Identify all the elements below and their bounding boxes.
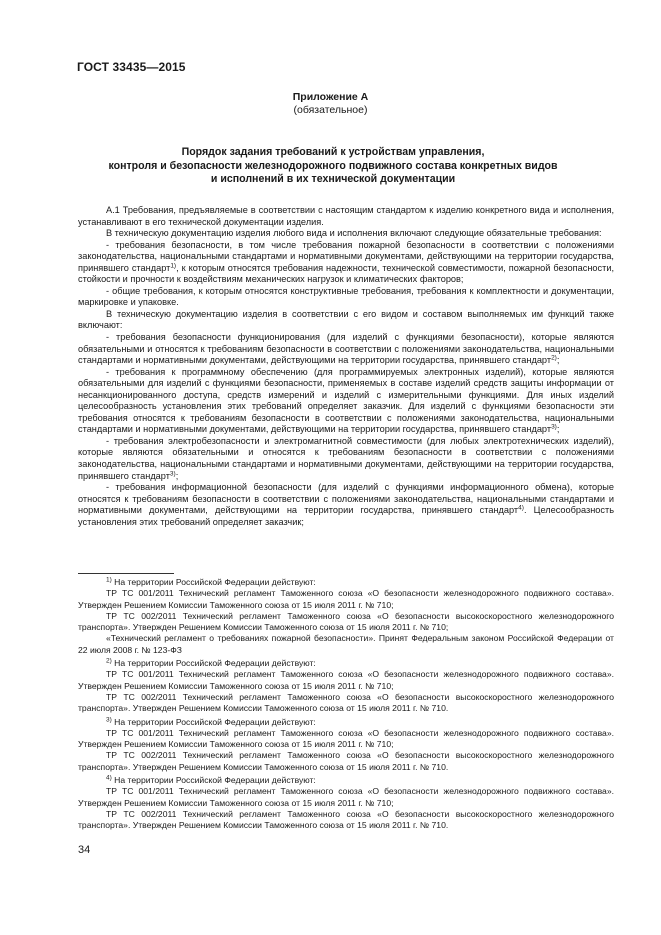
footnote-mark: 2)	[106, 657, 112, 665]
footnote-line: ТР ТС 002/2011 Технический регламент Таможенного союза «О безопасности высокоскоростного железнодорожного транспорта». Утвержден Решением Комиссии Таможенного союза от 15 июля 2011 г. № 710.	[78, 691, 614, 714]
section-title	[78, 146, 588, 187]
paragraph-text: ;	[175, 470, 179, 481]
appendix-status: (обязательное)	[293, 104, 368, 116]
paragraph	[78, 240, 614, 286]
page-number: 34	[78, 844, 91, 856]
paragraph-text: ;	[556, 424, 560, 435]
footnote-line: ТР ТС 002/2011 Технический регламент Таможенного союза «О безопасности высокоскоростного железнодорожного транспорта». Утвержден Решением Комиссии Таможенного союза от 15 июля 2011 г. № 710;	[78, 610, 614, 633]
title-line: контроля и безопасности железнодорожного подвижного состава конкретных видов	[108, 159, 558, 172]
paragraph: А.1 Требования, предъявляемые в соответствии с настоящим стандартом к изделию конкретного вида и исполнения, устанавливают в его технической документации изделия.	[78, 205, 614, 227]
footnote-line: ТР ТС 001/2011 Технический регламент Таможенного союза «О безопасности железнодорожного подвижного состава». Утвержден Решением Комиссии Таможенного союза от 15 июля 2011 г. № 710;	[78, 786, 614, 808]
paragraph-text: - требования безопасности функционирования (для изделий с функциями безопасности), которые являются обязательными и относятся к требованиям безопасности в соответствии с положениями законодательства, национальными стандартами и нормативными документами, действующими на территории государства, принявшего стандарт	[78, 332, 614, 366]
paragraph	[78, 482, 614, 528]
paragraph: В техническую документацию изделия любого вида и исполнения включают следующие обязательные требования:	[106, 228, 602, 239]
footnote-divider	[78, 573, 174, 574]
footnote-ref: 3)	[169, 470, 176, 478]
footnote-line: ТР ТС 002/2011 Технический регламент Таможенного союза «О безопасности высокоскоростного железнодорожного транспорта». Утвержден Решением Комиссии Таможенного союза от 15 июля 2011 г. № 710.	[78, 750, 614, 772]
footnote-line: ТР ТС 001/2011 Технический регламент Таможенного союза «О безопасности железнодорожного подвижного состава». Утвержден Решением Комиссии Таможенного союза от 15 июля 2011 г. № 710;	[78, 669, 614, 691]
footnote-ref: 3)	[551, 423, 557, 431]
footnote-mark: 1)	[106, 576, 112, 584]
footnote-line: «Технический регламент о требованиях пожарной безопасности». Принят Федеральным законом Российской Федерации от 22 июля 2008 г. № 123-ФЗ	[78, 633, 614, 655]
footnote-ref: 1)	[170, 262, 177, 270]
paragraph-text: - требования электробезопасности и электромагнитной совместимости (для любых электротехнических изделий), которые являются обязательными и относятся к требованиям безопасности в соответствии с положениями законодательства, национальными стандартами и нормативными документами, действующими на территории государства, принявшего стандарт	[78, 435, 614, 481]
footnote-heading	[78, 658, 614, 669]
paragraph-text: - требования к программному обеспечению (для программируемых электронных изделий), которые являются обязательными для изделий с функциями безопасности, применяемых в составе изделий средств защиты информации от несанкционированного доступа, средств измерений и изделий с измерительными функциями. Для иных изделий целесообразность установления этих требований определяет заказчик. Для изделий с функциями безопасности эти требования относятся к требованиям безопасности в соответствии с положениями законодательства, национальными стандартами и нормативными документами, действующими на территории государства, принявшего стандарт	[78, 366, 614, 435]
footnotes	[78, 577, 614, 832]
title-line: Порядок задания требований к устройствам управления,	[181, 146, 485, 158]
footnote-ref: 4)	[518, 504, 524, 512]
footnote-heading	[78, 717, 614, 728]
paragraph	[78, 332, 614, 367]
footnote-line: ТР ТС 001/2011 Технический регламент Таможенного союза «О безопасности железнодорожного подвижного состава». Утвержден Решением Комиссии Таможенного союза от 15 июля 2011 г. № 710;	[78, 727, 614, 750]
document-code: ГОСТ 33435—2015	[77, 60, 186, 74]
footnote-heading-text: На территории Российской Федерации действуют:	[111, 577, 316, 587]
title-line: и исполнений в их технической документации	[210, 173, 456, 186]
paragraph	[78, 436, 614, 482]
appendix-title: Приложение А	[292, 91, 369, 103]
paragraph	[78, 367, 614, 436]
footnote-heading	[78, 577, 614, 588]
paragraph: - общие требования, к которым относятся конструктивные требования, требования к комплектности и документации, маркировке и упаковке.	[78, 285, 614, 308]
paragraph-text: . Целесообразность установления этих требований определяет заказчик;	[78, 505, 614, 527]
body-text	[78, 205, 614, 528]
paragraph-text: - требования безопасности, в том числе требования пожарной безопасности в соответствии с положениями законодательства, национальными стандартами и нормативными документами, действующими на территории государства, принявшего стандарт	[78, 239, 614, 273]
footnote-mark: 4)	[106, 774, 112, 782]
paragraph-text: , к которым относятся требования надежности, технической совместимости, пожарной безопасности, стойкости и прочности к воздействиям механических нагрузок и климатических факторов;	[78, 262, 615, 285]
footnote-heading-text: На территории Российской Федерации действуют:	[111, 658, 316, 669]
footnote-heading-text: На территории Российской Федерации действуют:	[111, 775, 316, 786]
appendix-heading	[0, 91, 661, 117]
footnote-mark: 3)	[106, 716, 112, 724]
footnote-heading-text: На территории Российской Федерации действуют:	[111, 716, 316, 727]
paragraph: В техническую документацию изделия в соответствии с его видом и составом выполняемых им функций также включают:	[78, 308, 614, 331]
footnote-line: ТР ТС 001/2011 Технический регламент Таможенного союза «О безопасности железнодорожного подвижного состава». Утвержден Решением Комиссии Таможенного союза от 15 июля 2011 г. № 710;	[78, 588, 614, 610]
footnote-heading	[78, 775, 614, 786]
paragraph-text: ;	[556, 355, 560, 366]
paragraph-text: - требования информационной безопасности (для изделий с функциями информационного обмена), которые относятся к требованиям безопасности в соответствии с положениями законодательства, национальными стандартами и нормативными документами, действующими на территории государства, принявшего стандарт	[78, 482, 614, 516]
footnote-line: ТР ТС 002/2011 Технический регламент Таможенного союза «О безопасности высокоскоростного железнодорожного транспорта». Утвержден Решением Комиссии Таможенного союза от 15 июля 2011 г. № 710.	[78, 808, 614, 831]
footnote-ref: 2)	[551, 354, 557, 362]
